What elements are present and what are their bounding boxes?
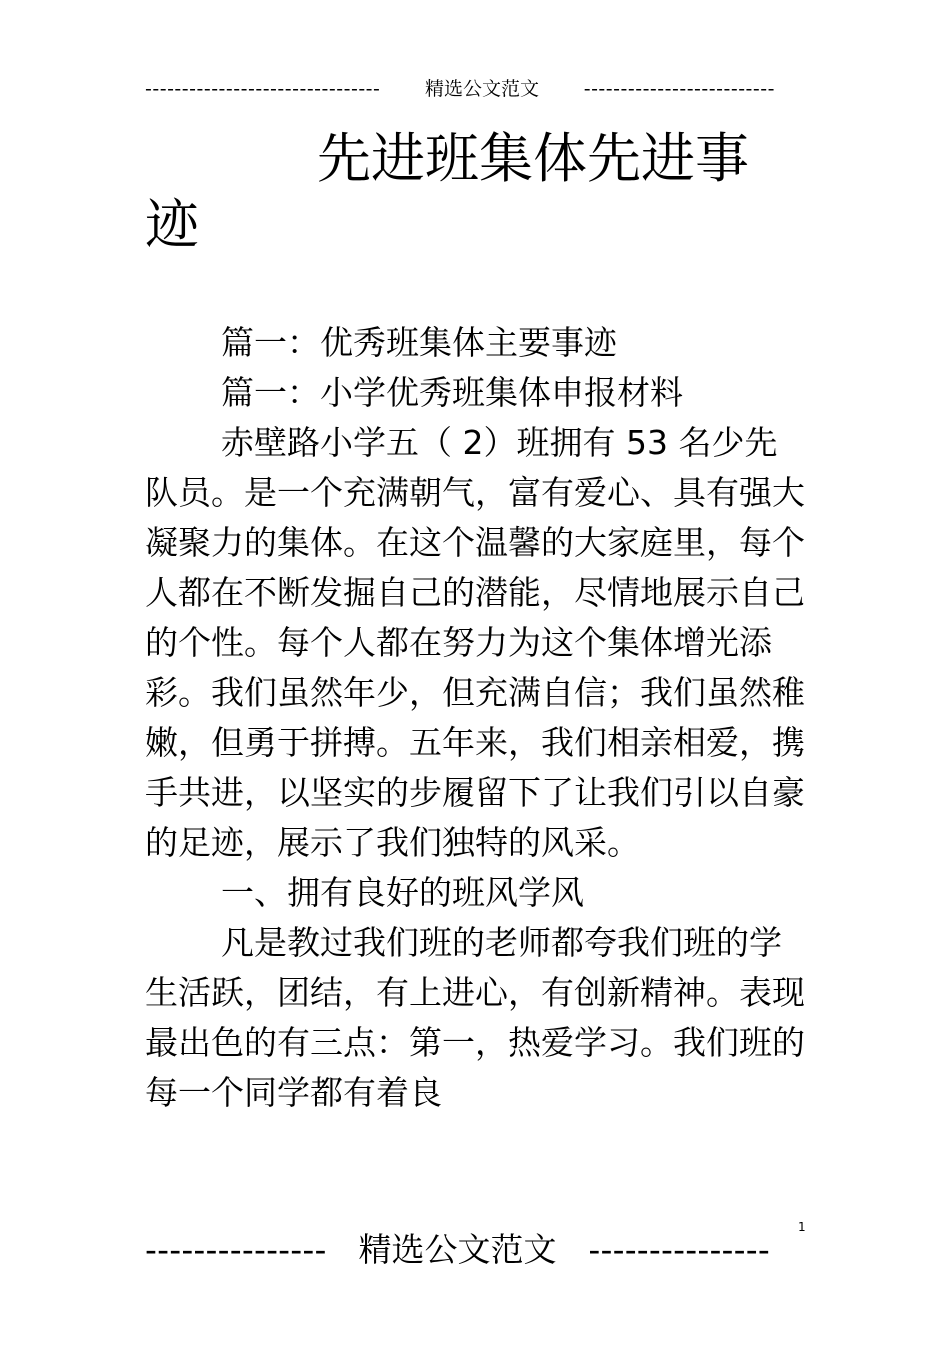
section-heading-1: 一、拥有良好的班风学风 [221, 873, 584, 912]
heading-1: 篇一：优秀班集体主要事迹 [221, 323, 617, 362]
page-number: 1 [798, 1220, 806, 1234]
title-line-2: 迹 [145, 193, 199, 256]
page-footer [145, 1228, 770, 1272]
footer-left-dashes: --------------- [145, 1230, 327, 1269]
title-line-1: 先进班集体先进事 [317, 127, 749, 190]
document-title [145, 126, 785, 258]
header-label: 精选公文范文 [425, 78, 540, 100]
heading-2: 篇一：小学优秀班集体申报材料 [221, 373, 683, 412]
header-right-dashes: -------------------------- [583, 78, 775, 100]
paragraph-1: 赤壁路小学五（ 2）班拥有 53 名少先队员。是一个充满朝气，富有爱心、具有强大凝聚力的集体。在这个温馨的大家庭里，每个人都在不断发掘自己的潜能，尽情地展示自己的个性。每个人都在努力为这个集体增光添彩。我们虽然年少，但充满自信；我们虽然稚嫩，但勇于拼搏。五年来，我们相亲相爱，携手共进，以坚实的步履留下了让我们引以自豪的足迹，展示了我们独特的风采。 [145, 423, 805, 862]
header-left-dashes: -------------------------------- [145, 78, 381, 100]
footer-label: 精选公文范文 [358, 1230, 557, 1269]
page-header [145, 76, 775, 102]
document-body [145, 318, 805, 1118]
footer-right-dashes: --------------- [588, 1230, 770, 1269]
paragraph-2: 凡是教过我们班的老师都夸我们班的学生活跃，团结，有上进心，有创新精神。表现最出色的有三点：第一，热爱学习。我们班的每一个同学都有着良 [145, 923, 805, 1112]
